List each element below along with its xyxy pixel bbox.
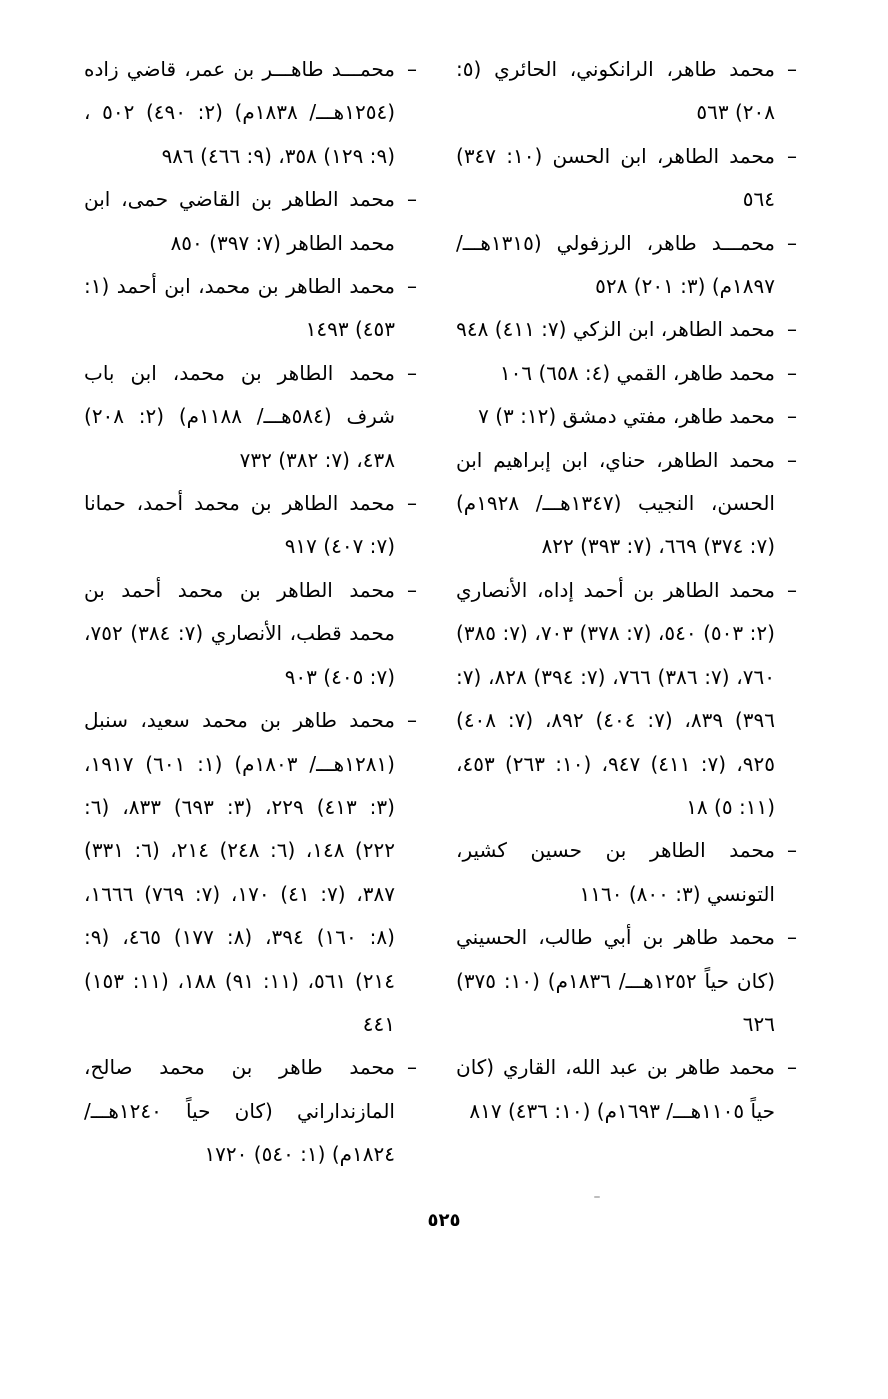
index-entry: – محمد الطاهر بن محمد أحمد، حمانا (٧: ٤٠٧) ٩١٧ [84,482,417,569]
index-entry: – محمد طاهر، القمي (٤: ٦٥٨) ١٠٦ [456,352,797,395]
index-entry: – محمد الطاهر بن حسين كشير، التونسي (٣: ٨٠٠) ١١٦٠ [456,829,797,916]
index-entry: – محمد طاهر، الرانكوني، الحائري (٥: ٢٠٨) ٥٦٣ [456,48,797,135]
index-entry: – محمد طاهر، مفتي دمشق (١٢: ٣) ٧ [456,395,797,438]
index-entry: – محمد الطاهر بن محمد، ابن باب شرف (٥٨٤هـــ/ ١١٨٨م) (٢: ٢٠٨) ٤٣٨، (٧: ٣٨٢) ٧٣٢ [84,352,417,482]
index-entry: – محمد طاهر بن عبد الله، القاري (كان حياً ١١٠٥هـــ/ ١٦٩٣م) (١٠: ٤٣٦) ٨١٧ [456,1046,797,1133]
index-entry: – محمد الطاهر، حناي، ابن إبراهيم ابن الحسن، النجيب (١٣٤٧هـــ/ ١٩٢٨م) (٧: ٣٧٤) ٦٦٩، (٧: ٣٩٣) ٨٢٢ [456,439,797,569]
index-entry: – محمد طاهر بن محمد صالح، المازنداراني (كان حياً ١٢٤٠هـــ/ ١٨٢٤م) (١: ٥٤٠) ١٧٢٠ [84,1046,417,1176]
page-number: ٥٢٥ [427,1210,461,1231]
index-entry: – محمد الطاهر، ابن الزكي (٧: ٤١١) ٩٤٨ [456,308,797,351]
index-entry: – محمد طاهر بن أبي طالب، الحسيني (كان حياً ١٢٥٢هـــ/ ١٨٣٦م) (١٠: ٣٧٥) ٦٢٦ [456,916,797,1046]
index-entry: – محمد طاهر بن محمد سعيد، سنبل (١٢٨١هـــ/ ١٨٠٣م) (١: ٦٠١) ١٩١٧، (٣: ٤١٣) ٢٢٩، (٣: ٦٩٣) ٨٣٣، (٦: ٢٢٢) ١٤٨، (٦: ٢٤٨) ٢١٤، (٦: ٣٣١) ٣٨٧، (٧: ٤١) ١٧٠، (٧: ٧٦٩) ١٦٦٦، (٨: ١٦٠) ٣٩٤، (٨: ١٧٧) ٤٦٥، (٩: ٢١٤) ٥٦١، (١١: ٩١) ١٨٨، (١١: ١٥٣) ٤٤١ [84,699,417,1046]
index-entry: – محمـــد طاهر، الرزفولي (١٣١٥هـــ/ ١٨٩٧م) (٣: ٢٠١) ٥٢٨ [456,222,797,309]
index-entry: – محمد الطاهر بن أحمد إداه، الأنصاري (٢: ٥٠٣) ٥٤٠، (٧: ٣٧٨) ٧٠٣، (٧: ٣٨٥) ٧٦٠، (٧: ٣٨٦) ٧٦٦، (٧: ٣٩٤) ٨٢٨، (٧: ٣٩٦) ٨٣٩، (٧: ٤٠٤) ٨٩٢، (٧: ٤٠٨) ٩٢٥، (٧: ٤١١) ٩٤٧، (١٠: ٢٦٣) ٤٥٣، (١١: ٥) ١٨ [456,569,797,829]
index-entry: – محمد الطاهر بن محمد أحمد بن محمد قطب، الأنصاري (٧: ٣٨٤) ٧٥٢، (٧: ٤٠٥) ٩٠٣ [84,569,417,699]
index-entry: – محمد الطاهر بن محمد، ابن أحمد (١: ٤٥٣) ١٤٩٣ [84,265,417,352]
index-column-left [84,48,417,1177]
scan-speck [594,1196,600,1198]
index-entry: – محمـــد طاهـــر بن عمر، قاضي زاده (١٢٥٤هـــ/ ١٨٣٨م) (٢: ٤٩٠) ٥٠٢ ، (٩: ١٢٩) ٣٥٨، (٩: ٤٦٦) ٩٨٦ [84,48,417,178]
index-entry: – محمد الطاهر بن القاضي حمى، ابن محمد الطاهر (٧: ٣٩٧) ٨٥٠ [84,178,417,265]
index-column-right [456,48,797,1133]
index-entry: – محمد الطاهر، ابن الحسن (١٠: ٣٤٧) ٥٦٤ [456,135,797,222]
